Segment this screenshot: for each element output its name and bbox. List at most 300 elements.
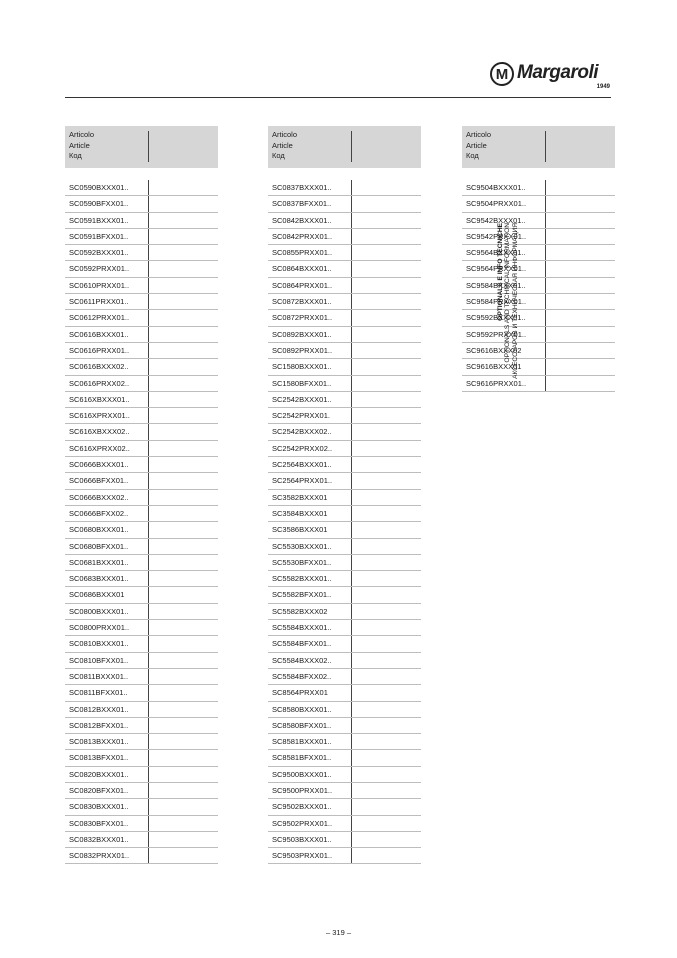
table-row <box>268 718 421 734</box>
empty-cell <box>351 408 421 423</box>
table-row <box>65 669 218 685</box>
table-row <box>65 604 218 620</box>
table-row <box>462 359 615 375</box>
article-code: SC0680BXXX01.. <box>69 525 129 535</box>
column-header <box>462 126 615 168</box>
section-side-title <box>497 223 519 398</box>
article-code: SC0800PRXX01.. <box>69 623 130 633</box>
table-row <box>65 359 218 375</box>
column-header <box>65 126 218 168</box>
empty-cell <box>351 718 421 733</box>
empty-cell <box>351 734 421 749</box>
header-divider <box>351 131 352 162</box>
table-row <box>65 571 218 587</box>
empty-cell <box>351 571 421 586</box>
article-code: SC616XPRXX01.. <box>69 411 130 421</box>
article-code: SC1580BXXX01.. <box>272 362 332 372</box>
empty-cell <box>148 490 218 505</box>
table-row <box>65 376 218 392</box>
article-code: SC0590BXXX01.. <box>69 183 129 192</box>
empty-cell <box>351 653 421 668</box>
table-row <box>65 343 218 359</box>
empty-cell <box>351 555 421 570</box>
article-code: SC8580BFXX01.. <box>272 720 332 730</box>
article-code: SC0813BFXX01.. <box>69 753 129 763</box>
empty-cell <box>148 783 218 798</box>
table-row <box>65 310 218 326</box>
table-row <box>268 457 421 473</box>
article-code: SC0666BXXX01.. <box>69 460 129 470</box>
table-row <box>268 604 421 620</box>
article-code: SC5584BXXX01.. <box>272 623 332 633</box>
table-row <box>65 424 218 440</box>
article-code: SC9564BXXX01.. <box>466 248 526 258</box>
table-row <box>462 294 615 310</box>
table-row <box>268 620 421 636</box>
header-divider <box>148 131 149 162</box>
empty-cell <box>545 327 615 342</box>
empty-cell <box>148 767 218 782</box>
article-code: SC5582BXXX01.. <box>272 574 332 584</box>
brand-logo <box>490 60 612 92</box>
empty-cell <box>545 278 615 293</box>
table-row <box>65 620 218 636</box>
empty-cell <box>148 734 218 749</box>
table-row <box>268 196 421 212</box>
empty-cell <box>351 832 421 847</box>
empty-cell <box>351 539 421 554</box>
empty-cell <box>148 506 218 521</box>
article-code: SC8581BFXX01.. <box>272 753 332 763</box>
article-code: SC9504PRXX01.. <box>466 199 527 209</box>
article-column-1 <box>65 126 218 864</box>
empty-cell <box>148 343 218 358</box>
table-row <box>65 816 218 832</box>
empty-cell <box>545 180 615 195</box>
table-row <box>268 571 421 587</box>
empty-cell <box>351 424 421 439</box>
article-code: SC616XBXXX02.. <box>69 427 130 437</box>
article-code: SC9502BXXX01.. <box>272 802 332 812</box>
article-list <box>462 180 615 392</box>
table-row <box>65 441 218 457</box>
table-row <box>268 441 421 457</box>
empty-cell <box>545 359 615 374</box>
empty-cell <box>148 408 218 423</box>
table-row <box>462 213 615 229</box>
empty-cell <box>351 473 421 488</box>
table-row <box>268 539 421 555</box>
article-code: SC0811BXXX01.. <box>69 671 129 681</box>
page-number: – 319 – <box>325 928 352 937</box>
article-code: SC2542PRXX01. <box>272 411 330 421</box>
article-code: SC2542BXXX02.. <box>272 427 332 437</box>
table-row <box>268 310 421 326</box>
empty-cell <box>148 669 218 684</box>
empty-cell <box>148 441 218 456</box>
article-code: SC0666BFXX02.. <box>69 508 129 518</box>
article-code: SC0842BXXX01.. <box>272 215 332 225</box>
table-row <box>268 816 421 832</box>
article-code: SC9500BXXX01.. <box>272 769 332 779</box>
article-code: SC9503BXXX01.. <box>272 834 332 844</box>
table-row <box>268 424 421 440</box>
empty-cell <box>148 718 218 733</box>
header-divider <box>545 131 546 162</box>
article-code: SC0616PRXX02.. <box>69 378 130 388</box>
article-code: SC0837BXXX01.. <box>272 183 332 192</box>
table-row <box>65 832 218 848</box>
table-row <box>65 278 218 294</box>
table-row <box>65 636 218 652</box>
empty-cell <box>148 620 218 635</box>
empty-cell <box>148 702 218 717</box>
empty-cell <box>351 457 421 472</box>
article-code: SC0832BXXX01.. <box>69 834 129 844</box>
empty-cell <box>148 180 218 195</box>
article-code: SC9584BXXX01.. <box>466 280 526 290</box>
article-code: SC8580BXXX01.. <box>272 704 332 714</box>
empty-cell <box>148 376 218 391</box>
header-label-ru: Код <box>69 151 82 160</box>
empty-cell <box>545 294 615 309</box>
empty-cell <box>351 327 421 342</box>
table-row <box>268 392 421 408</box>
empty-cell <box>148 604 218 619</box>
table-row <box>65 685 218 701</box>
logo-mark: M <box>490 62 514 86</box>
article-list <box>268 180 421 864</box>
empty-cell <box>351 196 421 211</box>
empty-cell <box>351 620 421 635</box>
empty-cell <box>148 522 218 537</box>
article-code: SC5530BXXX01.. <box>272 541 332 551</box>
empty-cell <box>148 848 218 863</box>
article-code: SC9504BXXX01.. <box>466 183 526 192</box>
table-row <box>462 327 615 343</box>
table-row <box>65 245 218 261</box>
article-code: SC0616PRXX01.. <box>69 345 130 355</box>
article-code: SC0592BXXX01.. <box>69 248 129 258</box>
table-row <box>65 490 218 506</box>
empty-cell <box>148 457 218 472</box>
empty-cell <box>148 685 218 700</box>
table-row <box>268 587 421 603</box>
article-code: SC0837BFXX01.. <box>272 199 332 209</box>
empty-cell <box>148 278 218 293</box>
header-label-it: Articolo <box>466 130 492 139</box>
empty-cell <box>351 522 421 537</box>
article-code: SC0591BXXX01.. <box>69 215 129 225</box>
article-code: SC0616BXXX01.. <box>69 329 129 339</box>
article-code: SC3582BXXX01 <box>272 492 328 502</box>
article-code: SC3586BXXX01 <box>272 525 328 535</box>
table-row <box>65 408 218 424</box>
empty-cell <box>351 799 421 814</box>
empty-cell <box>148 245 218 260</box>
empty-cell <box>351 587 421 602</box>
table-row <box>65 180 218 196</box>
table-row <box>65 196 218 212</box>
article-code: SC5584BFXX01.. <box>272 639 332 649</box>
article-code: SC0810BXXX01.. <box>69 639 129 649</box>
article-code: SC0820BXXX01.. <box>69 769 129 779</box>
article-code: SC1580BFXX01.. <box>272 378 332 388</box>
article-code: SC8581BXXX01.. <box>272 737 332 747</box>
table-row <box>268 799 421 815</box>
table-row <box>65 261 218 277</box>
table-row <box>462 180 615 196</box>
article-code: SC3584BXXX01 <box>272 508 328 518</box>
table-row <box>462 261 615 277</box>
empty-cell <box>148 213 218 228</box>
logo-wordmark: Margaroli <box>517 62 599 83</box>
article-code: SC0830BXXX01.. <box>69 802 129 812</box>
article-code: SC0681BXXX01.. <box>69 557 129 567</box>
header-label-en: Article <box>272 140 293 150</box>
article-code: SC0864BXXX01.. <box>272 264 332 274</box>
empty-cell <box>148 473 218 488</box>
table-row <box>268 555 421 571</box>
table-row <box>65 783 218 799</box>
table-row <box>268 783 421 799</box>
table-row <box>462 245 615 261</box>
empty-cell <box>351 604 421 619</box>
article-code: SC9616BXXX01 <box>466 362 522 372</box>
article-code: SC9616BXXX02 <box>466 345 522 355</box>
article-code: SC0812BXXX01.. <box>69 704 129 714</box>
article-code: SC0590BFXX01.. <box>69 199 129 209</box>
table-row <box>268 636 421 652</box>
article-code: SC2542PRXX02.. <box>272 443 333 453</box>
article-code: SC0872PRXX01.. <box>272 313 333 323</box>
article-code: SC0842PRXX01.. <box>272 231 333 241</box>
table-row <box>268 359 421 375</box>
table-row <box>268 473 421 489</box>
article-code: SC0666BFXX01.. <box>69 476 129 486</box>
table-row <box>462 310 615 326</box>
table-row <box>65 718 218 734</box>
table-row <box>268 180 421 196</box>
header-rule <box>65 97 611 98</box>
empty-cell <box>148 587 218 602</box>
empty-cell <box>351 359 421 374</box>
table-row <box>462 343 615 359</box>
table-row <box>65 702 218 718</box>
table-row <box>268 213 421 229</box>
empty-cell <box>351 702 421 717</box>
table-row <box>268 278 421 294</box>
article-code: SC8564PRXX01 <box>272 688 328 698</box>
article-code: SC5530BFXX01.. <box>272 557 332 567</box>
article-code: SC0611PRXX01.. <box>69 297 129 307</box>
table-row <box>268 245 421 261</box>
article-code: SC0610PRXX01.. <box>69 280 130 290</box>
table-row <box>268 848 421 864</box>
empty-cell <box>351 669 421 684</box>
table-row <box>65 767 218 783</box>
table-row <box>268 702 421 718</box>
empty-cell <box>148 229 218 244</box>
empty-cell <box>545 229 615 244</box>
table-row <box>268 261 421 277</box>
article-code: SC0680BFXX01.. <box>69 541 129 551</box>
article-code: SC0864PRXX01.. <box>272 280 333 290</box>
article-column-2 <box>268 126 421 864</box>
empty-cell <box>148 555 218 570</box>
empty-cell <box>148 571 218 586</box>
table-row <box>268 522 421 538</box>
article-code: SC0612PRXX01.. <box>69 313 130 323</box>
table-row <box>65 734 218 750</box>
empty-cell <box>351 392 421 407</box>
header-label-ru: Код <box>272 151 285 160</box>
empty-cell <box>545 213 615 228</box>
empty-cell <box>148 636 218 651</box>
article-code: SC2542BXXX01.. <box>272 394 332 404</box>
empty-cell <box>351 376 421 391</box>
article-code: SC0810BFXX01.. <box>69 655 129 665</box>
empty-cell <box>148 832 218 847</box>
empty-cell <box>148 424 218 439</box>
article-code: SC9500PRXX01.. <box>272 785 333 795</box>
empty-cell <box>148 750 218 765</box>
table-row <box>462 229 615 245</box>
empty-cell <box>351 180 421 195</box>
empty-cell <box>148 261 218 276</box>
article-code: SC0830BFXX01.. <box>69 818 129 828</box>
table-row <box>65 587 218 603</box>
empty-cell <box>351 490 421 505</box>
article-code: SC0811BFXX01.. <box>69 688 128 698</box>
table-row <box>65 506 218 522</box>
article-code: SC0683BXXX01.. <box>69 574 129 584</box>
table-row <box>268 490 421 506</box>
empty-cell <box>351 506 421 521</box>
article-code: SC9592BXXX01.. <box>466 313 526 323</box>
empty-cell <box>545 310 615 325</box>
article-code: SC0591BFXX01.. <box>69 231 129 241</box>
table-row <box>268 294 421 310</box>
empty-cell <box>351 636 421 651</box>
empty-cell <box>351 261 421 276</box>
empty-cell <box>351 750 421 765</box>
table-row <box>268 669 421 685</box>
table-row <box>268 767 421 783</box>
article-code: SC2564BXXX01.. <box>272 460 332 470</box>
table-row <box>65 473 218 489</box>
header-label-ru: Код <box>466 151 479 160</box>
table-row <box>65 213 218 229</box>
table-row <box>462 376 615 392</box>
header-label-en: Article <box>466 140 487 150</box>
table-row <box>65 750 218 766</box>
logo-year: 1949 <box>596 84 610 90</box>
article-code: SC0892PRXX01.. <box>272 345 333 355</box>
table-row <box>65 539 218 555</box>
empty-cell <box>351 685 421 700</box>
article-code: SC616XBXXX01.. <box>69 394 130 404</box>
side-title-it: OPTIONALS E INFO TECNICHE <box>497 223 504 321</box>
article-code: SC2564PRXX01.. <box>272 476 333 486</box>
article-code: SC0616BXXX02.. <box>69 362 129 372</box>
article-code: SC9616PRXX01.. <box>466 378 527 388</box>
article-code: SC5582BFXX01.. <box>272 590 332 600</box>
table-row <box>268 832 421 848</box>
header-label-en: Article <box>69 140 90 150</box>
article-code: SC0855PRXX01.. <box>272 248 333 258</box>
empty-cell <box>148 327 218 342</box>
article-code: SC0813BXXX01.. <box>69 737 129 747</box>
empty-cell <box>545 376 615 391</box>
article-code: SC9592PRXX01.. <box>466 329 527 339</box>
table-row <box>65 294 218 310</box>
table-row <box>65 848 218 864</box>
article-code: SC0592PRXX01.. <box>69 264 130 274</box>
empty-cell <box>148 799 218 814</box>
table-row <box>268 685 421 701</box>
table-row <box>268 327 421 343</box>
article-code: SC9584PRXX01.. <box>466 297 527 307</box>
article-code: SC0800BXXX01.. <box>69 606 129 616</box>
article-code: SC9502PRXX01.. <box>272 818 333 828</box>
empty-cell <box>351 245 421 260</box>
article-code: SC9564PRXX01.. <box>466 264 527 274</box>
article-column-3 <box>462 126 615 392</box>
article-code: SC5582BXXX02 <box>272 606 328 616</box>
table-row <box>65 392 218 408</box>
empty-cell <box>148 310 218 325</box>
table-row <box>462 278 615 294</box>
empty-cell <box>351 294 421 309</box>
side-title-ru: АКСЕССУАРОВ И ТЕХНИЧЕСКАЯ ИНФОРМАЦИЯ <box>511 223 519 379</box>
article-code: SC0686BXXX01 <box>69 590 125 600</box>
table-row <box>268 229 421 245</box>
table-row <box>65 229 218 245</box>
empty-cell <box>351 213 421 228</box>
article-code: SC0820BFXX01.. <box>69 785 129 795</box>
article-code: SC0666BXXX02.. <box>69 492 129 502</box>
table-row <box>65 799 218 815</box>
article-list <box>65 180 218 864</box>
empty-cell <box>148 392 218 407</box>
table-row <box>268 506 421 522</box>
header-label-it: Articolo <box>272 130 298 139</box>
table-row <box>268 750 421 766</box>
table-row <box>268 408 421 424</box>
table-row <box>65 327 218 343</box>
table-row <box>65 653 218 669</box>
empty-cell <box>351 767 421 782</box>
article-code: SC0832PRXX01.. <box>69 851 130 861</box>
column-header <box>268 126 421 168</box>
table-row <box>268 343 421 359</box>
article-code: SC5584BXXX02.. <box>272 655 332 665</box>
empty-cell <box>351 441 421 456</box>
empty-cell <box>351 816 421 831</box>
empty-cell <box>148 816 218 831</box>
empty-cell <box>545 261 615 276</box>
article-code: SC616XPRXX02.. <box>69 443 130 453</box>
header-label-it: Articolo <box>69 130 95 139</box>
empty-cell <box>148 294 218 309</box>
article-code: SC9503PRXX01.. <box>272 851 333 861</box>
empty-cell <box>148 653 218 668</box>
empty-cell <box>351 229 421 244</box>
table-row <box>268 734 421 750</box>
table-row <box>65 555 218 571</box>
empty-cell <box>148 359 218 374</box>
